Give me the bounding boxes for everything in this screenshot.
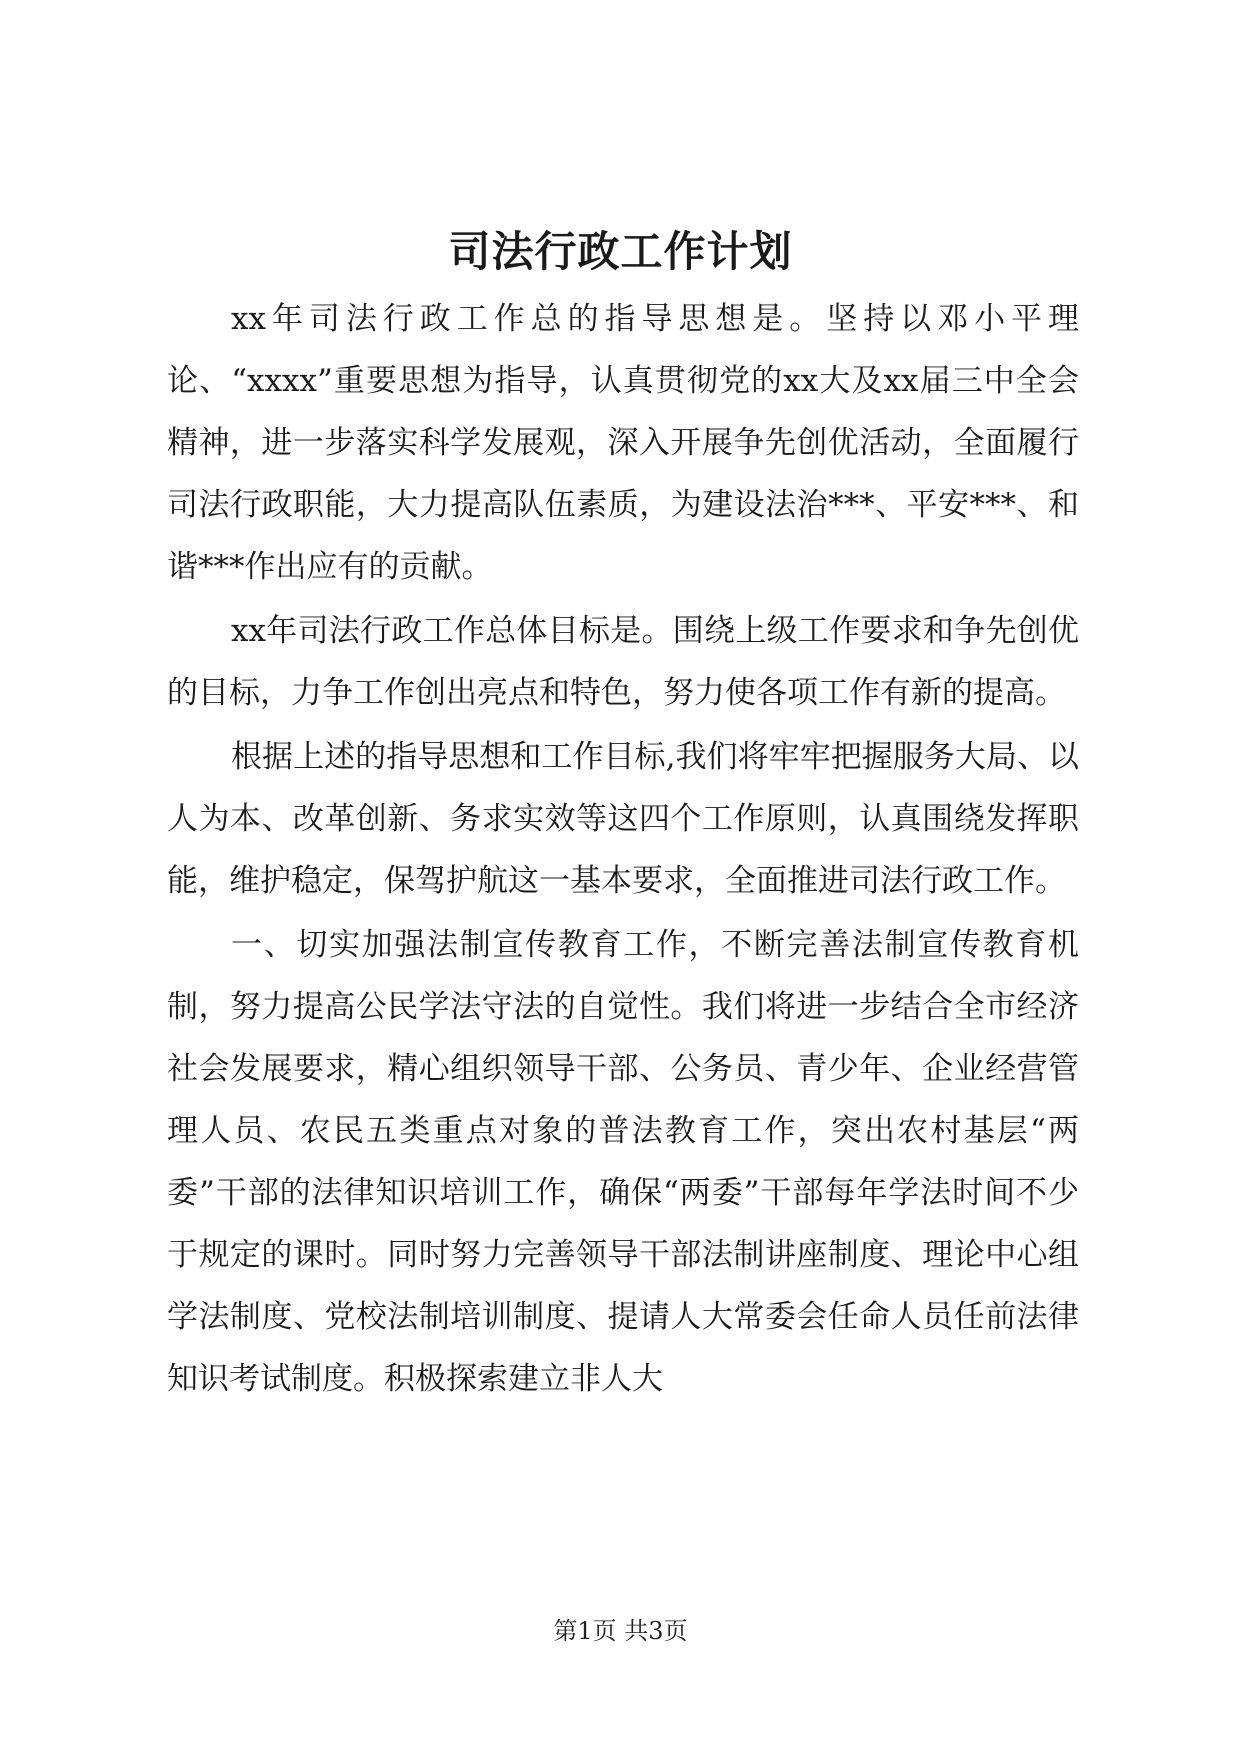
- page-number-footer: 第1页 共3页: [553, 1617, 688, 1645]
- paragraph-guiding-thought: xx年司法行政工作总的指导思想是。坚持以邓小平理论、“xxxx”重要思想为指导，认真贯彻党的xx大及xx届三中全会精神，进一步落实科学发展观，深入开展争先创优活动，全面履行司法行政职能，大力提高队伍素质，为建设法治***、平安***、和谐***作出应有的贡献。: [167, 301, 1079, 585]
- paragraph-overall-goal: xx年司法行政工作总体目标是。围绕上级工作要求和争先创优的目标，力争工作创出亮点和特色，努力使各项工作有新的提高。: [167, 613, 1079, 711]
- paragraph-work-principles: 根据上述的指导思想和工作目标,我们将牢牢把握服务大局、以人为本、改革创新、务求实效等这四个工作原则，认真围绕发挥职能，维护稳定，保驾护航这一基本要求，全面推进司法行政工作。: [167, 739, 1079, 899]
- paragraph-legal-education: 一、切实加强法制宣传教育工作，不断完善法制宣传教育机制，努力提高公民学法守法的自觉性。我们将进一步结合全市经济社会发展要求，精心组织领导干部、公务员、青少年、企业经营管理人员、农民五类重点对象的普法教育工作，突出农村基层“两委”干部的法律知识培训工作，确保“两委”干部每年学法时间不少于规定的课时。同时努力完善领导干部法制讲座制度、理论中心组学法制度、党校法制培训制度、提请人大常委会任命人员任前法律知识考试制度。积极探索建立非人大: [167, 927, 1079, 1397]
- document-title: 司法行政工作计划: [448, 227, 793, 276]
- document-body: [167, 288, 1079, 1412]
